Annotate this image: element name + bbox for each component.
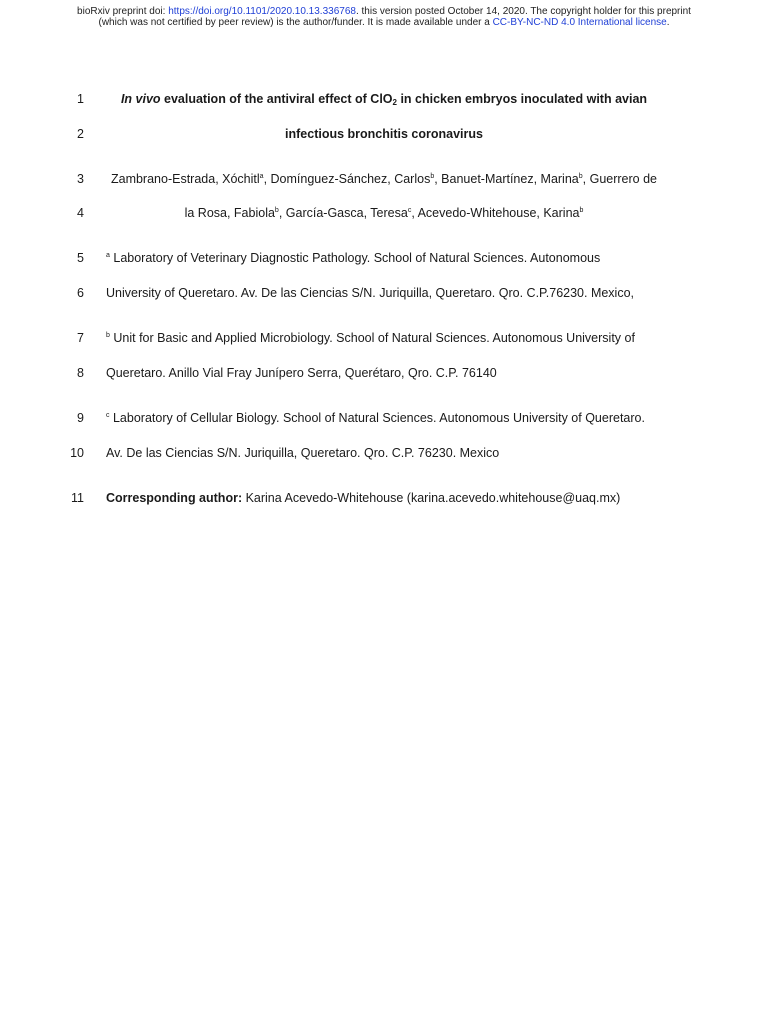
- author-name: , Banuet-Martínez, Marina: [434, 172, 579, 186]
- affiliation-b-line-1: [106, 331, 635, 345]
- author-name: , Acevedo-Whitehouse, Karina: [411, 206, 580, 220]
- line-number: 8: [77, 366, 84, 380]
- corresponding-text: Karina Acevedo-Whitehouse (karina.acevedo.whitehouse@uaq.mx): [242, 491, 621, 505]
- author-name: , Guerrero de: [582, 172, 657, 186]
- affiliation-a-line-2: University of Queretaro. Av. De las Ciencias S/N. Juriquilla, Queretaro. Qro. C.P.76230. Mexico,: [106, 286, 635, 300]
- author-name: la Rosa, Fabiola: [184, 206, 275, 220]
- affiliation-marker: c: [407, 207, 412, 214]
- affiliation-marker: a: [106, 252, 110, 259]
- line-number: 4: [77, 206, 84, 220]
- affiliation-text: Unit for Basic and Applied Microbiology. School of Natural Sciences. Autonomous University of: [109, 331, 635, 345]
- affiliation-marker: a: [259, 173, 264, 180]
- title-line-2: infectious bronchitis coronavirus: [285, 127, 483, 141]
- preprint-header: [0, 6, 768, 28]
- title-subscript: 2: [392, 98, 397, 107]
- affiliation-marker: b: [106, 332, 110, 339]
- affiliation-b-line-2: Queretaro. Anillo Vial Fray Junípero Serra, Querétaro, Qro. C.P. 76140: [106, 366, 497, 380]
- affiliation-marker: b: [579, 207, 584, 214]
- authors-line-1: [0, 172, 768, 186]
- license-link[interactable]: CC-BY-NC-ND 4.0 International license: [492, 17, 667, 28]
- affiliation-marker: b: [274, 207, 279, 214]
- corresponding-label: Corresponding author:: [106, 491, 243, 505]
- title-line-1: [0, 92, 768, 106]
- title-part-2: in chicken embryos inoculated with avian: [396, 92, 648, 106]
- line-number: 7: [77, 331, 84, 345]
- header-line1-pre: bioRxiv preprint doi:: [77, 6, 169, 17]
- line-number: 3: [77, 172, 84, 186]
- line-number: 1: [77, 92, 84, 106]
- authors-line-2: [0, 206, 768, 220]
- line-number: 2: [77, 127, 84, 141]
- header-line-1: [0, 6, 768, 17]
- affiliation-marker: b: [430, 173, 435, 180]
- affiliation-c-line-2: Av. De las Ciencias S/N. Juriquilla, Queretaro. Qro. C.P. 76230. Mexico: [106, 446, 500, 460]
- line-number: 5: [77, 251, 84, 265]
- affiliation-text: Laboratory of Cellular Biology. School of Natural Sciences. Autonomous University of Queretaro.: [109, 411, 645, 425]
- affiliation-c-line-1: [106, 411, 645, 425]
- affiliation-marker: b: [578, 173, 583, 180]
- line-number: 9: [77, 411, 84, 425]
- affiliation-marker: c: [106, 412, 110, 419]
- line-number: 6: [77, 286, 84, 300]
- author-name: , Domínguez-Sánchez, Carlos: [263, 172, 431, 186]
- doi-link[interactable]: https://doi.org/10.1101/2020.10.13.336768: [168, 6, 356, 17]
- author-name: , García-Gasca, Teresa: [278, 206, 408, 220]
- affiliation-text: Laboratory of Veterinary Diagnostic Pathology. School of Natural Sciences. Autonomous: [109, 251, 601, 265]
- line-number: 11: [71, 491, 84, 505]
- title-part-1: evaluation of the antiviral effect of ClO: [160, 92, 393, 106]
- line-number: 10: [70, 446, 84, 460]
- title-italic: In vivo: [120, 92, 161, 106]
- author-name: Zambrano-Estrada, Xóchitl: [110, 172, 260, 186]
- header-line-2: [0, 17, 768, 28]
- header-line2-post: .: [666, 17, 670, 28]
- header-line2-pre: (which was not certified by peer review) is the author/funder. It is made available under a: [98, 17, 493, 28]
- corresponding-author: [106, 491, 620, 505]
- affiliation-a-line-1: [106, 251, 600, 265]
- header-line1-post: . this version posted October 14, 2020. The copyright holder for this preprint: [355, 6, 691, 17]
